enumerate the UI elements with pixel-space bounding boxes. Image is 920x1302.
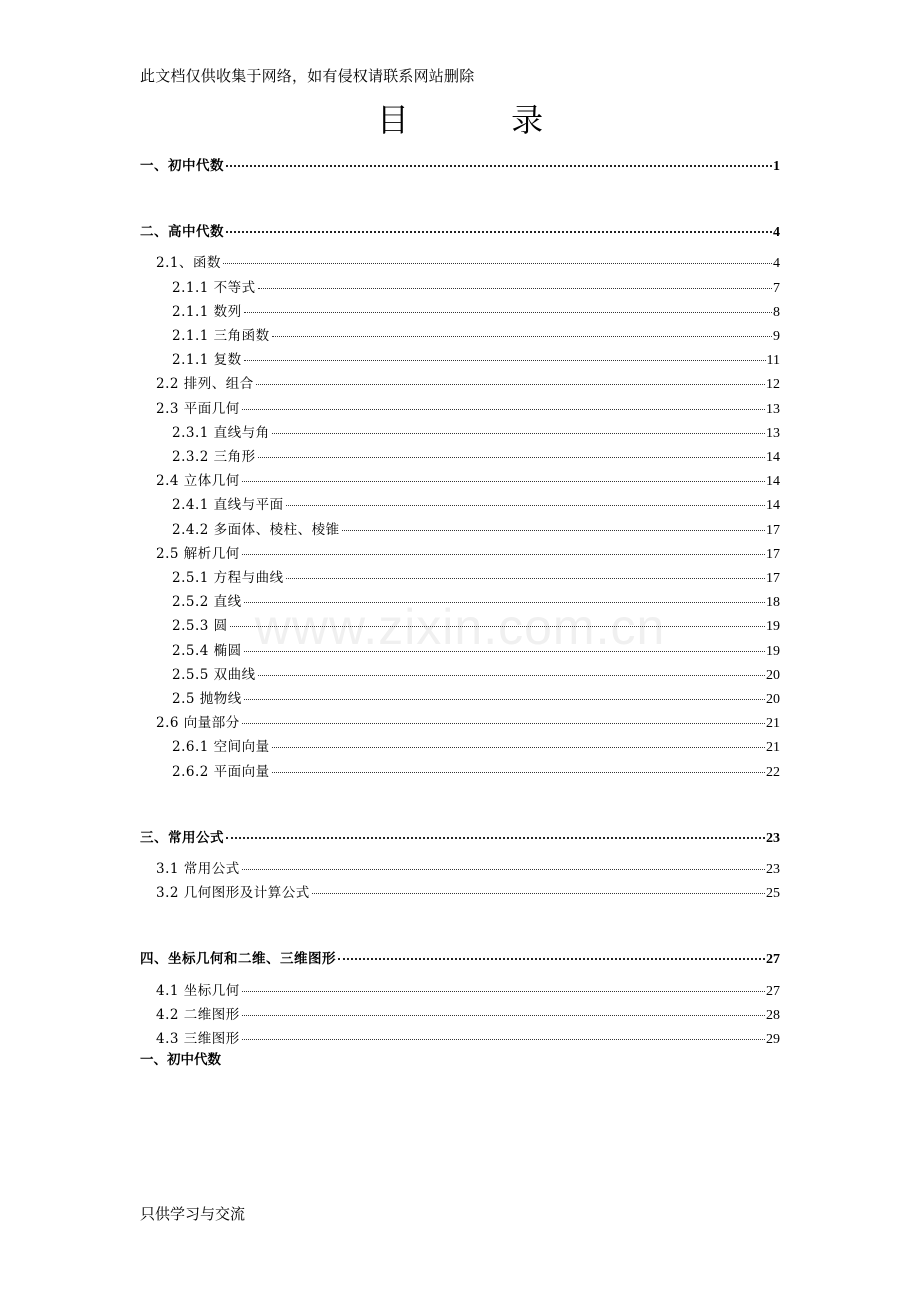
toc-entry-page-number: 14 xyxy=(766,450,780,465)
table-of-contents xyxy=(140,0,780,1302)
toc-dot-leader xyxy=(342,530,765,531)
toc-entry[interactable] xyxy=(140,326,780,346)
toc-dot-leader xyxy=(258,288,772,289)
toc-entry-page-number: 23 xyxy=(766,862,780,877)
toc-dot-leader xyxy=(286,505,765,506)
toc-dot-leader xyxy=(244,651,765,652)
toc-dot-leader xyxy=(244,360,766,361)
toc-entry-page-number: 28 xyxy=(766,1008,780,1023)
toc-entry-page-number: 9 xyxy=(773,329,780,344)
toc-entry-page-number: 21 xyxy=(766,740,780,755)
toc-dot-leader xyxy=(272,772,765,773)
toc-entry[interactable] xyxy=(140,423,780,443)
toc-entry-label: 2.1.1 三角函数 xyxy=(172,328,270,344)
toc-entry-label: 2.5.3 圆 xyxy=(172,618,228,634)
toc-entry-page-number: 20 xyxy=(766,692,780,707)
toc-entry-label: 2.3.2 三角形 xyxy=(172,449,256,465)
toc-entry-page-number: 20 xyxy=(766,668,780,683)
toc-entry[interactable] xyxy=(140,278,780,298)
toc-dot-leader xyxy=(258,675,765,676)
toc-entry-page-number: 29 xyxy=(766,1032,780,1047)
toc-entry-page-number: 18 xyxy=(766,595,780,610)
toc-entry-label: 三、常用公式 xyxy=(140,830,224,846)
toc-entry-label: 2.6.2 平面向量 xyxy=(172,764,270,780)
toc-entry-page-number: 7 xyxy=(773,281,780,296)
toc-entry-label: 2.4 立体几何 xyxy=(156,473,240,489)
toc-entry-label: 2.3.1 直线与角 xyxy=(172,425,270,441)
toc-entry-label: 2.4.2 多面体、棱柱、棱锥 xyxy=(172,522,340,538)
toc-dot-leader xyxy=(256,384,765,385)
toc-entry-page-number: 27 xyxy=(766,984,780,999)
toc-dot-leader xyxy=(242,409,765,410)
toc-entry-label: 3.1 常用公式 xyxy=(156,861,240,877)
toc-entry-page-number: 23 xyxy=(766,831,780,846)
toc-dot-leader xyxy=(272,433,765,434)
toc-entry-label: 2.1.1 数列 xyxy=(172,304,242,320)
section-heading: 一、初中代数 xyxy=(140,1052,221,1068)
toc-entry-page-number: 17 xyxy=(766,523,780,538)
toc-dot-leader xyxy=(244,602,765,603)
toc-entry-page-number: 11 xyxy=(766,353,780,368)
toc-entry-label: 2.4.1 直线与平面 xyxy=(172,497,284,513)
toc-dot-leader xyxy=(230,626,765,627)
toc-entry-page-number: 22 xyxy=(766,765,780,780)
toc-entry-label: 一、初中代数 xyxy=(140,158,224,174)
toc-entry-page-number: 17 xyxy=(766,571,780,586)
toc-entry-page-number: 13 xyxy=(766,426,780,441)
toc-entry[interactable] xyxy=(140,222,780,242)
toc-entry-page-number: 27 xyxy=(766,952,780,967)
toc-dot-leader xyxy=(242,1039,765,1040)
toc-entry[interactable] xyxy=(140,737,780,757)
toc-dot-leader xyxy=(272,747,765,748)
toc-entry-page-number: 4 xyxy=(773,225,780,240)
toc-entry-label: 2.5 解析几何 xyxy=(156,546,240,562)
toc-entry-label: 2.2 排列、组合 xyxy=(156,376,254,392)
toc-title: 目 录 xyxy=(376,101,590,139)
toc-entry-label: 2.5.2 直线 xyxy=(172,594,242,610)
toc-entry-label: 4.2 二维图形 xyxy=(156,1007,240,1023)
toc-dot-leader xyxy=(258,457,765,458)
toc-entry-page-number: 21 xyxy=(766,716,780,731)
toc-entry[interactable] xyxy=(140,616,780,636)
toc-entry[interactable] xyxy=(140,302,780,322)
footer-note: 只供学习与交流 xyxy=(140,1205,246,1223)
toc-entry-page-number: 1 xyxy=(773,159,780,174)
toc-entry[interactable] xyxy=(140,1029,780,1049)
toc-dot-leader xyxy=(242,869,765,870)
toc-entry-label: 二、高中代数 xyxy=(140,224,224,240)
toc-dot-leader xyxy=(226,231,772,233)
toc-dot-leader xyxy=(244,699,765,700)
toc-entry-label: 2.5.5 双曲线 xyxy=(172,667,256,683)
toc-entry[interactable] xyxy=(140,713,780,733)
toc-entry[interactable] xyxy=(140,592,780,612)
toc-dot-leader xyxy=(312,893,765,894)
toc-entry[interactable] xyxy=(140,399,780,419)
toc-entry[interactable] xyxy=(140,447,780,467)
toc-entry-page-number: 12 xyxy=(766,377,780,392)
header-note: 此文档仅供收集于网络，如有侵权请联系网站删除 xyxy=(140,67,475,85)
toc-entry-page-number: 14 xyxy=(766,498,780,513)
toc-entry[interactable] xyxy=(140,665,780,685)
toc-entry[interactable] xyxy=(140,544,780,564)
toc-entry-page-number: 19 xyxy=(766,644,780,659)
toc-entry[interactable] xyxy=(140,495,780,515)
toc-entry-label: 2.6 向量部分 xyxy=(156,715,240,731)
toc-entry-page-number: 4 xyxy=(773,256,780,271)
toc-entry-label: 4.1 坐标几何 xyxy=(156,983,240,999)
toc-entry[interactable] xyxy=(140,981,780,1001)
toc-entry[interactable] xyxy=(140,520,780,540)
toc-entry-label: 2.5.1 方程与曲线 xyxy=(172,570,284,586)
toc-dot-leader xyxy=(223,263,772,264)
toc-entry-label: 2.5.4 椭圆 xyxy=(172,643,242,659)
toc-entry[interactable] xyxy=(140,471,780,491)
toc-entry[interactable] xyxy=(140,859,780,879)
toc-dot-leader xyxy=(242,481,765,482)
toc-dot-leader xyxy=(242,723,765,724)
toc-entry[interactable] xyxy=(140,949,780,969)
toc-dot-leader xyxy=(338,958,765,960)
toc-entry-label: 四、坐标几何和二维、三维图形 xyxy=(140,951,336,967)
toc-dot-leader xyxy=(242,1015,765,1016)
toc-entry[interactable] xyxy=(140,350,780,370)
toc-entry-label: 2.3 平面几何 xyxy=(156,401,240,417)
toc-entry[interactable] xyxy=(140,641,780,661)
toc-entry[interactable] xyxy=(140,828,780,848)
toc-entry[interactable] xyxy=(140,568,780,588)
toc-entry[interactable] xyxy=(140,1005,780,1025)
toc-entry[interactable] xyxy=(140,253,780,273)
toc-entry[interactable] xyxy=(140,883,780,903)
toc-entry-page-number: 14 xyxy=(766,474,780,489)
toc-entry-label: 2.1.1 复数 xyxy=(172,352,242,368)
toc-entry-label: 3.2 几何图形及计算公式 xyxy=(156,885,310,901)
toc-dot-leader xyxy=(226,165,772,167)
toc-dot-leader xyxy=(244,312,772,313)
toc-dot-leader xyxy=(272,336,772,337)
toc-entry-label: 2.1.1 不等式 xyxy=(172,280,256,296)
toc-entry[interactable] xyxy=(140,689,780,709)
toc-entry-page-number: 19 xyxy=(766,619,780,634)
toc-entry-label: 4.3 三维图形 xyxy=(156,1031,240,1047)
toc-dot-leader xyxy=(226,837,765,839)
toc-entry-page-number: 25 xyxy=(766,886,780,901)
toc-dot-leader xyxy=(242,554,765,555)
toc-dot-leader xyxy=(242,991,765,992)
toc-entry-label: 2.1、函数 xyxy=(156,255,221,271)
toc-entry[interactable] xyxy=(140,156,780,176)
toc-dot-leader xyxy=(286,578,765,579)
watermark: www.zixin.com.cn xyxy=(254,599,666,655)
toc-entry[interactable] xyxy=(140,762,780,782)
toc-entry-page-number: 17 xyxy=(766,547,780,562)
toc-entry-page-number: 8 xyxy=(773,305,780,320)
toc-entry-page-number: 13 xyxy=(766,402,780,417)
toc-entry-label: 2.5 抛物线 xyxy=(172,691,242,707)
toc-entry[interactable] xyxy=(140,374,780,394)
toc-entry-label: 2.6.1 空间向量 xyxy=(172,739,270,755)
